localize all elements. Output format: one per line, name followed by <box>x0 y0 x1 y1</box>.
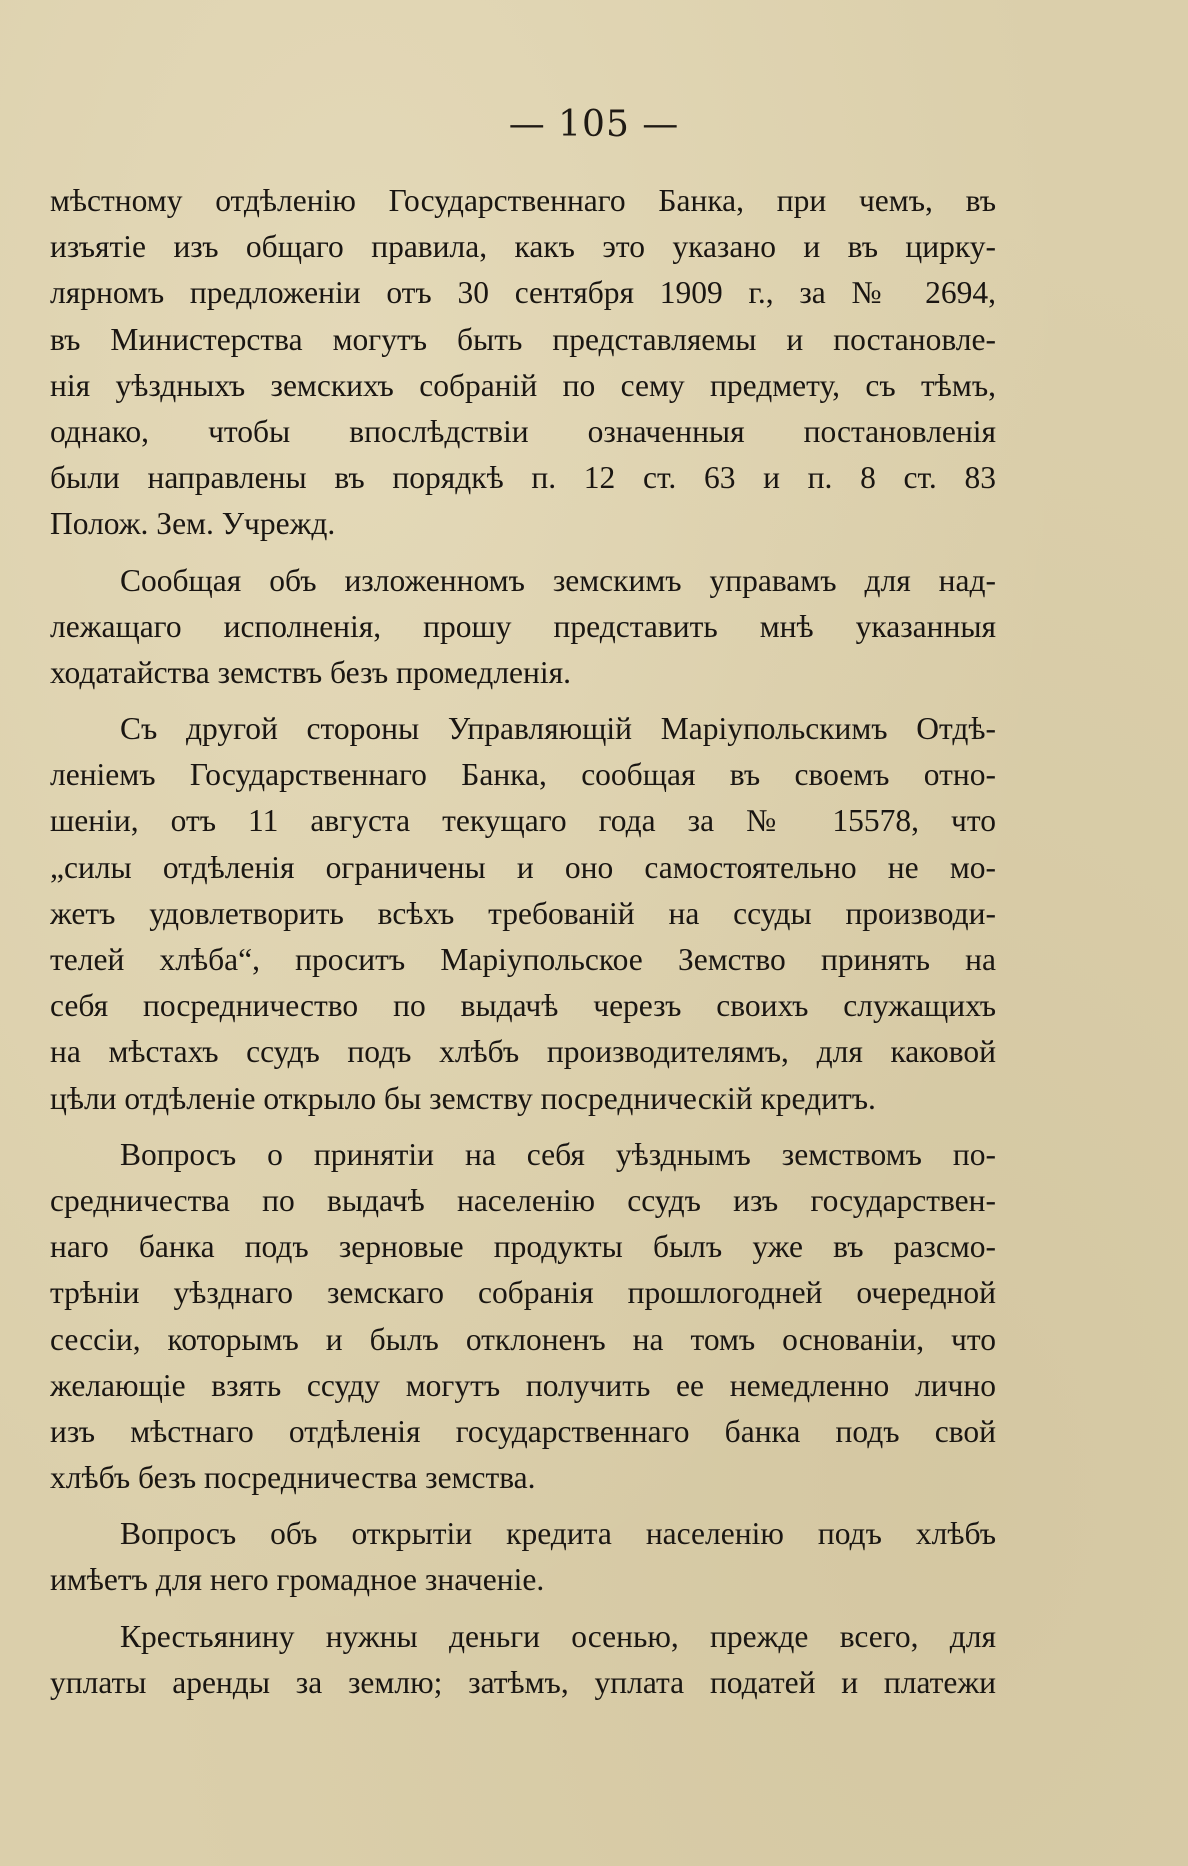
text-line: Полож. Зем. Учрежд. <box>50 506 336 542</box>
paragraph <box>50 706 996 1122</box>
text-line: Вопросъ объ открытіи кредита населенію подъ хлѣбъ <box>120 1516 996 1552</box>
text-line: Съ другой стороны Управляющій Маріупольскимъ Отдѣ- <box>120 711 996 747</box>
paragraph-gap <box>50 696 996 706</box>
text-line: жетъ удовлетворить всѣхъ требованій на ссуды производи- <box>50 895 996 931</box>
text-line: леніемъ Государственнаго Банка, сообщая въ своемъ отно- <box>50 757 996 793</box>
text-line: сессіи, которымъ и былъ отклоненъ на томъ основаніи, что <box>50 1321 996 1357</box>
text-line: хлѣбъ безъ посредничества земства. <box>50 1460 536 1496</box>
text-line: однако, чтобы впослѣдствіи означенныя постановленія <box>50 413 996 449</box>
text-line: мѣстному отдѣленію Государственнаго Банка, при чемъ, въ <box>50 183 996 218</box>
text-line: уплаты аренды за землю; затѣмъ, уплата податей и платежи <box>50 1664 996 1700</box>
text-line: желающіе взять ссуду могутъ получить ее немедленно лично <box>50 1367 996 1403</box>
text-line: „силы отдѣленія ограничены и оно самостоятельно не мо- <box>50 849 996 885</box>
text-line: Крестьянину нужны деньги осенью, прежде всего, для <box>120 1618 996 1654</box>
text-line: трѣніи уѣзднаго земскаго собранія прошлогодней очередной <box>50 1275 996 1311</box>
text-line: имѣетъ для него громадное значеніе. <box>50 1562 545 1598</box>
paragraph-gap <box>50 1501 996 1511</box>
text-line: наго банка подъ зерновые продукты былъ уже въ разсмо- <box>50 1229 996 1265</box>
text-line: шеніи, отъ 11 августа текущаго года за № 15578, что <box>50 803 996 839</box>
paragraph-gap <box>50 548 996 558</box>
text-line: изъятіе изъ общаго правила, какъ это указано и въ цирку- <box>50 229 996 265</box>
text-line: себя посредничество по выдачѣ черезъ своихъ служащихъ <box>50 988 996 1024</box>
text-line: лежащаго исполненія, прошу представить мнѣ указанныя <box>50 608 996 644</box>
text-line: телей хлѣба“, проситъ Маріупольское Земство принять на <box>50 942 996 977</box>
body-text <box>50 178 996 1706</box>
text-line: въ Министерства могутъ быть представляемы и постановле- <box>50 321 996 357</box>
text-line: нія уѣздныхъ земскихъ собраній по сему предмету, съ тѣмъ, <box>50 367 996 403</box>
page-number: — 105 — <box>508 104 680 145</box>
text-line: Вопросъ о принятіи на себя уѣзднымъ земствомъ по- <box>120 1136 996 1172</box>
text-line: Сообщая объ изложенномъ земскимъ управамъ для над- <box>120 562 996 598</box>
text-line: цѣли отдѣленіе открыло бы земству посредническій кредитъ. <box>50 1080 876 1116</box>
paragraph-gap <box>50 1604 996 1614</box>
text-line: на мѣстахъ ссудъ подъ хлѣбъ производителямъ, для каковой <box>50 1034 996 1070</box>
paragraph <box>50 558 996 697</box>
text-line: ходатайства земствъ безъ промедленія. <box>50 654 571 690</box>
paragraph <box>50 1614 996 1706</box>
text-line: средничества по выдачѣ населенію ссудъ изъ государствен- <box>50 1182 996 1218</box>
text-line: были направлены въ порядкѣ п. 12 ст. 63 и п. 8 ст. 83 <box>50 460 996 496</box>
text-line: лярномъ предложеніи отъ 30 сентября 1909 г., за № 2694, <box>50 275 996 311</box>
paragraph <box>50 1132 996 1502</box>
paragraph <box>50 1511 996 1603</box>
paragraph <box>50 178 996 548</box>
paragraph-gap <box>50 1122 996 1132</box>
text-line: изъ мѣстнаго отдѣленія государственнаго банка подъ свой <box>50 1413 996 1449</box>
